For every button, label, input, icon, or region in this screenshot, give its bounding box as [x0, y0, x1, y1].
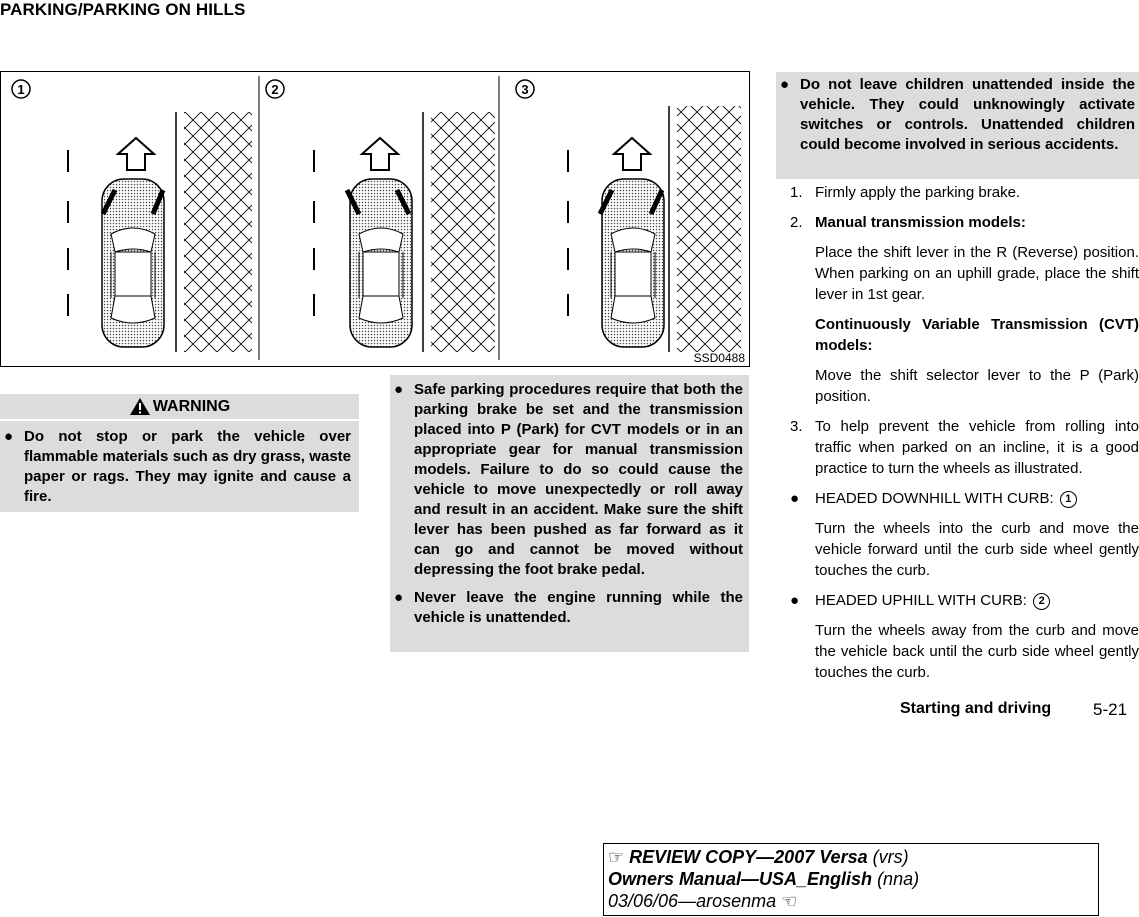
cvt-heading: Continuously Variable Transmission (CVT) models:: [815, 316, 1139, 354]
panel-label-3: 3: [521, 82, 529, 97]
review-line3: 03/06/06—arosenma: [608, 891, 777, 911]
page-title: PARKING/PARKING ON HILLS: [0, 0, 246, 19]
cvt-text: Move the shift selector lever to the P (Park) position.: [815, 367, 1139, 405]
figure-ref-2: 2: [1033, 593, 1050, 610]
children-warning-text: Do not leave children unattended inside the vehicle. They could unknowingly activate switches or controls. Unattended children could become involved in serious accidents.: [800, 76, 1135, 153]
arrow-up-icon: [614, 138, 650, 170]
review-line1-rest: (vrs): [867, 847, 909, 867]
warning-box: [0, 394, 359, 512]
arrow-up-icon: [118, 138, 154, 170]
panel-3: [516, 80, 741, 352]
safety-item-text: Safe parking procedures require that both the parking brake be set and the transmission placed into P (Park) for CVT models or in an appropriate gear for manual transmission models. Failure to do so could cause the vehicle to move unexpectedly or roll away and result in an accident. Make sure the shift lever has been pushed as far forward as it can go and cannot be moved without depressing the foot brake pedal.: [414, 381, 743, 578]
step-number: 3.: [790, 418, 803, 435]
step-1: [790, 182, 1139, 203]
figure-ref-1: 1: [1060, 491, 1077, 508]
step-number: 1.: [790, 184, 803, 201]
car-icon: [347, 179, 412, 347]
arrow-up-icon: [362, 138, 398, 170]
step-2: [790, 212, 1139, 233]
step-3: [790, 416, 1139, 479]
warning-item: ● Do not stop or park the vehicle over flammable materials such as dry grass, waste paper or rags. They may ignite and cause a fire.: [4, 428, 351, 505]
safety-item: ● Safe parking procedures require that both the parking brake be set and the transmission placed into P (Park) for CVT models or in an appropriate gear for manual transmission models. Failure to do so could cause the vehicle to move unexpectedly or roll away and result in an accident. Make sure the shift lever has been pushed as far forward as it can go and cannot be moved without depressing the foot brake pedal.: [394, 381, 743, 578]
warning-heading-text: WARNING: [152, 397, 231, 415]
parking-steps: [790, 182, 1139, 692]
review-line1-bold: REVIEW COPY—2007 Versa: [629, 847, 868, 867]
step-heading: Manual transmission models:: [815, 214, 1026, 231]
safety-item-text: Never leave the engine running while the vehicle is unattended.: [414, 589, 743, 626]
parking-figure: [0, 71, 750, 367]
car-icon: [600, 179, 664, 347]
step-text: To help prevent the vehicle from rolling into traffic when parked on an incline, it is a good practice to turn the wheels as illustrated.: [815, 418, 1139, 477]
downhill-item: ● HEADED DOWNHILL WITH CURB: 1: [790, 488, 1139, 509]
uphill-item: ● HEADED UPHILL WITH CURB: 2: [790, 590, 1139, 611]
page-number: 5-21: [1093, 700, 1128, 719]
safety-item: ● Never leave the engine running while the vehicle is unattended.: [394, 589, 743, 626]
review-line2-bold: Owners Manual—USA_English: [608, 869, 873, 889]
safety-box: [390, 375, 749, 652]
panel-2: [266, 80, 495, 352]
downhill-heading: HEADED DOWNHILL WITH CURB:: [815, 490, 1054, 507]
curb-hatch: [184, 112, 252, 352]
panel-label-2: 2: [271, 82, 279, 97]
step-text: Firmly apply the parking brake.: [815, 184, 1021, 201]
curb-hatch: [677, 106, 741, 352]
review-stamp: [603, 843, 1099, 916]
curb-hatch: [431, 112, 495, 352]
step-number: 2.: [790, 214, 803, 231]
uphill-text: Turn the wheels away from the curb and move the vehicle back until the curb side wheel gently touches the curb.: [815, 622, 1139, 681]
car-icon: [102, 179, 164, 347]
warning-item-text: Do not stop or park the vehicle over flammable materials such as dry grass, waste paper or rags. They may ignite and cause a fire.: [24, 428, 351, 505]
panel-1: [12, 80, 252, 352]
review-line2-rest: (nna): [872, 869, 920, 889]
children-warning-item: ● Do not leave children unattended inside the vehicle. They could unknowingly activate switches or controls. Unattended children could become involved in serious accidents.: [780, 76, 1135, 153]
uphill-heading: HEADED UPHILL WITH CURB:: [815, 592, 1027, 609]
pointing-hand-left-icon: ☜: [781, 891, 798, 911]
footer-section-title: Starting and driving: [900, 700, 1052, 717]
pointing-hand-icon: ☞: [608, 847, 625, 867]
panel-label-1: 1: [17, 82, 25, 97]
children-warning-box: [776, 72, 1139, 179]
figure-code: SSD0488: [693, 351, 745, 365]
downhill-text: Turn the wheels into the curb and move the vehicle forward until the curb side wheel gently touches the curb.: [815, 520, 1139, 579]
warning-heading: [0, 394, 359, 421]
warning-triangle-icon: [129, 397, 151, 416]
manual-transmission-text: Place the shift lever in the R (Reverse) position. When parking on an uphill grade, place the shift lever in 1st gear.: [815, 244, 1139, 303]
